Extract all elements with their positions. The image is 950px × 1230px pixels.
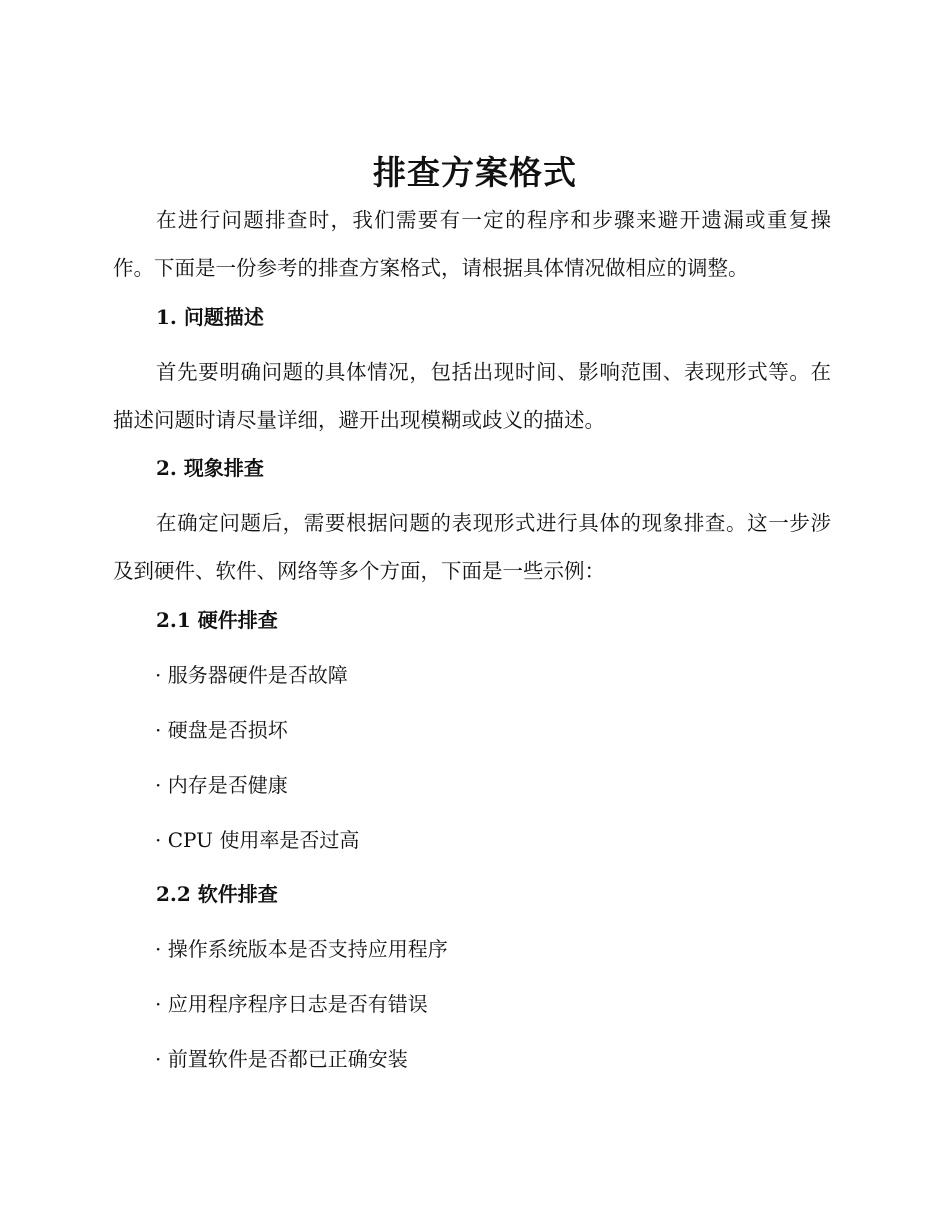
page-title: 排查方案格式 (373, 153, 577, 192)
section-heading-symptom-check: 2. 现象排查 (156, 456, 264, 480)
list-item-hardware: · CPU 使用率是否过高 (155, 828, 360, 852)
list-item-software: · 操作系统版本是否支持应用程序 (155, 937, 448, 961)
list-item-software: · 应用程序程序日志是否有错误 (155, 992, 428, 1016)
section-heading-problem-description: 1. 问题描述 (156, 305, 264, 329)
subsection-heading-hardware-check: 2.1 硬件排查 (156, 608, 278, 632)
subsection-heading-software-check: 2.2 软件排查 (156, 882, 278, 906)
list-item-software: · 前置软件是否都已正确安装 (155, 1047, 408, 1071)
problem-description-paragraph: 首先要明确问题的具体情况，包括出现时间、影响范围、表现形式等。在描述问题时请尽量详细，避开出现模糊或歧义的描述。 (113, 360, 831, 432)
list-item-hardware: · 内存是否健康 (155, 773, 288, 797)
list-item-hardware: · 硬盘是否损坏 (155, 718, 288, 742)
symptom-check-paragraph: 在确定问题后，需要根据问题的表现形式进行具体的现象排查。这一步涉及到硬件、软件、网络等多个方面，下面是一些示例： (113, 511, 831, 583)
list-item-hardware: · 服务器硬件是否故障 (155, 663, 348, 687)
intro-paragraph: 在进行问题排查时，我们需要有一定的程序和步骤来避开遗漏或重复操作。下面是一份参考的排查方案格式，请根据具体情况做相应的调整。 (113, 208, 831, 280)
